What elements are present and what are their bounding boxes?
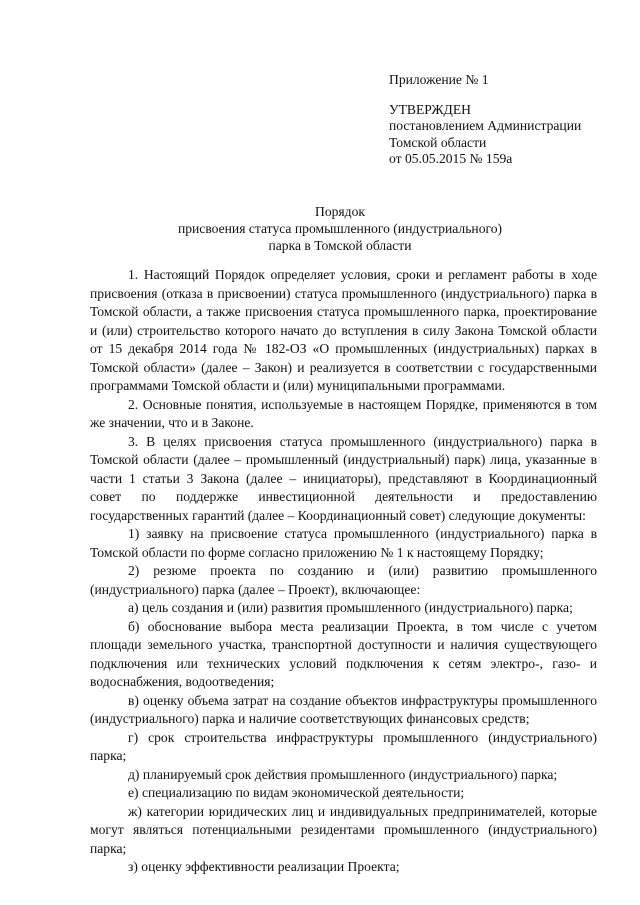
list-item-1: 1) заявку на присвоение статуса промышленного (индустриального) парка в Томской области по форме согласно приложению № 1 к настоящему Порядку; xyxy=(90,526,597,560)
sub-item-a: а) цель создания и (или) развития промышленного (индустриального) парка; xyxy=(128,600,573,615)
list-item-2: 2) резюме проекта по созданию и (или) развитию промышленного (индустриального) парка (далее – Проект), включающее: xyxy=(90,563,597,597)
approved-heading: УТВЕРЖДЕН xyxy=(389,101,471,117)
paragraph-1: 1. Настоящий Порядок определяет условия, сроки и регламент работы в ходе присвоения (отказа в присвоении) статуса промышленного (индустриального) парка в Томской области, а также присвоения статуса промышленного парка, проектирование и (или) строительство которого начато до вступления в силу Закона Томской области от 15 декабря 2014 года № 182-ОЗ «О промышленных (индустриальных) парках в Томской области» (далее – Закон) и реализуется в соответствии с государственными программами Томской области и (или) муниципальными программами. xyxy=(90,267,597,393)
sub-item-b: б) обоснование выбора места реализации Проекта, в том числе с учетом площади земельного участка, транспортной доступности и наличия существующего подключения или технических условий подключения к сетям электро-, газо- и водоснабжения, водоотведения; xyxy=(90,618,597,689)
document-body xyxy=(90,266,597,877)
sub-item-v: в) оценку объема затрат на создание объектов инфраструктуры промышленного (индустриального) парка и наличие соответствующих финансовых средств; xyxy=(90,692,597,726)
approval-line: постановлением Администрации xyxy=(389,118,582,133)
paragraph-2: 2. Основные понятия, используемые в настоящем Порядке, применяются в том же значении, что и в Законе. xyxy=(90,396,597,430)
sub-item-g: г) срок строительства инфраструктуры промышленного (индустриального) парка; xyxy=(90,729,597,763)
sub-item-d: д) планируемый срок действия промышленного (индустриального) парка; xyxy=(128,766,558,782)
title-line: присвоения статуса промышленного (индустриального) xyxy=(177,221,503,236)
approval-line: Томской области xyxy=(389,134,487,150)
sub-item-e: е) специализацию по видам экономической деятельности; xyxy=(128,785,465,800)
sub-item-zh: ж) категории юридических лиц и индивидуальных предпринимателей, которые могут являться потенциальными резидентами промышленного (индустриального) парка; xyxy=(90,803,597,856)
paragraph-3: 3. В целях присвоения статуса промышленного (индустриального) парка в Томской области (далее – промышленный (индустриальный) парк) лица, указанные в части 1 статьи 3 Закона (далее – инициаторы), представляют в Координационный совет по поддержке инвестиционной деятельности и предоставлению государственных гарантий (далее – Координационный совет) следующие документы: xyxy=(90,433,597,523)
document-title xyxy=(90,203,590,254)
title-line: Порядок xyxy=(315,204,365,219)
annex-number: Приложение № 1 xyxy=(389,72,489,87)
sub-item-z: з) оценку эффективности реализации Проекта; xyxy=(128,859,400,874)
title-line: парка в Томской области xyxy=(268,238,412,253)
approval-block xyxy=(389,72,619,168)
approval-date-number: от 05.05.2015 № 159а xyxy=(389,151,513,166)
